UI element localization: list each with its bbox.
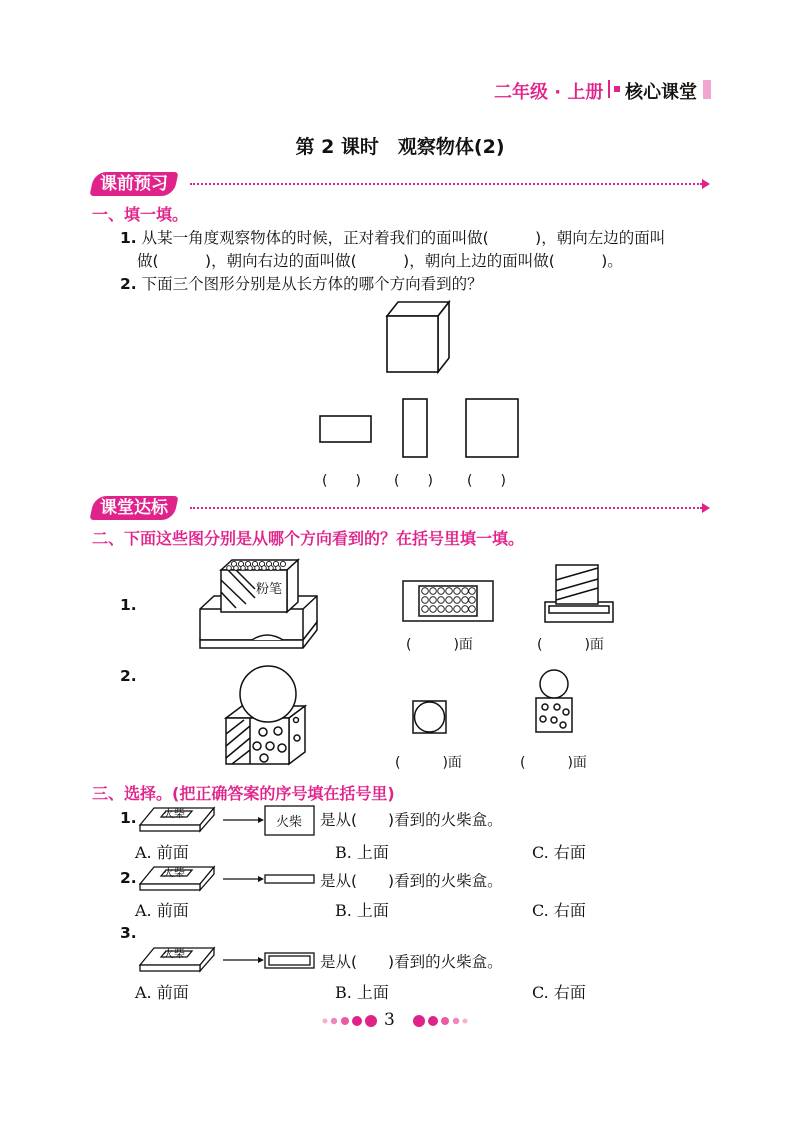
option-b[interactable]: B. 上面 [335, 983, 389, 1002]
choice-3-number: 3. [120, 924, 137, 942]
chalk-label: 粉笔 [256, 582, 283, 597]
series-label: 核心课堂 [625, 82, 697, 103]
page-number: 3 [384, 1010, 395, 1030]
choice-1-number: 1. [120, 809, 137, 827]
option-a[interactable]: A. 前面 [135, 983, 189, 1002]
choice-3-text: 是从( )看到的火柴盒。 [320, 953, 503, 971]
item-1-number: 1. [120, 596, 137, 614]
answer-blank[interactable]: ( )面 [520, 755, 587, 771]
section-tag-class: 课堂达标 [89, 496, 178, 520]
option-c[interactable]: C. 右面 [532, 901, 586, 920]
matchbox-label: 火柴 [163, 947, 185, 960]
answer-blank[interactable]: ( )面 [406, 637, 473, 653]
option-b[interactable]: B. 上面 [335, 843, 389, 862]
question-2: 2. 下面三个图形分别是从长方体的哪个方向看到的？ [120, 275, 483, 293]
grade-label: 二年级 · 上册 [494, 82, 604, 103]
choice-2-text: 是从( )看到的火柴盒。 [320, 872, 503, 890]
option-b[interactable]: B. 上面 [335, 901, 389, 920]
choice-2-number: 2. [120, 869, 137, 887]
section-tag-preview: 课前预习 [89, 172, 178, 196]
matchbox-label: 火柴 [163, 866, 185, 879]
item-2-number: 2. [120, 667, 137, 685]
matchbox-view-label: 火柴 [276, 815, 303, 830]
answer-blank[interactable]: ( ) [467, 473, 506, 489]
answer-blank[interactable]: ( )面 [395, 755, 462, 771]
matchbox-label: 火柴 [163, 807, 185, 820]
page-title: 第 2 课时 观察物体(2) [295, 136, 505, 158]
answer-blank[interactable]: ( ) [322, 473, 361, 489]
option-a[interactable]: A. 前面 [135, 843, 189, 862]
answer-blank[interactable]: ( ) [394, 473, 433, 489]
part2-heading: 二、下面这些图分别是从哪个方向看到的？在括号里填一填。 [92, 529, 525, 548]
part1-heading: 一、填一填。 [92, 205, 189, 224]
question-1-line2: 做( )，朝向右边的面叫做( )，朝向上边的面叫做( )。 [137, 252, 623, 270]
option-a[interactable]: A. 前面 [135, 901, 189, 920]
question-1-line1: 1. 从某一角度观察物体的时候，正对着我们的面叫做( )，朝向左边的面叫 [120, 229, 666, 247]
part3-heading: 三、选择。(把正确答案的序号填在括号里) [92, 784, 395, 803]
choice-1-text: 是从( )看到的火柴盒。 [320, 811, 503, 829]
option-c[interactable]: C. 右面 [532, 983, 586, 1002]
option-c[interactable]: C. 右面 [532, 843, 586, 862]
answer-blank[interactable]: ( )面 [537, 637, 604, 653]
